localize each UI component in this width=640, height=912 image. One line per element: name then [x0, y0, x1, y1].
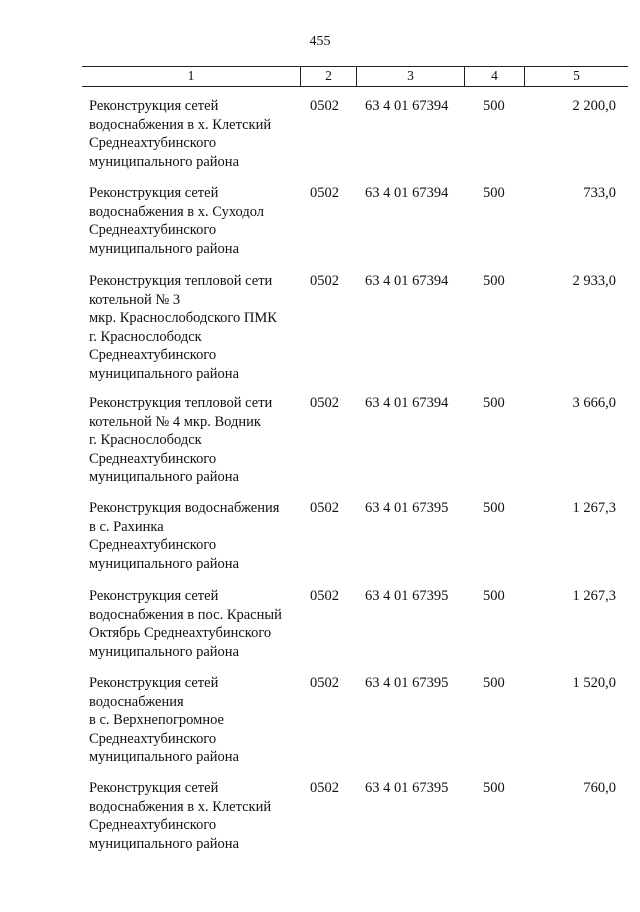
- row-code: 63 4 01 67395: [365, 588, 449, 604]
- row-amount: 2 200,0: [572, 98, 616, 114]
- row-name: Реконструкция тепловой сети котельной № 3 мкр. Краснослободского ПМК г. Краснослободск Среднеахтубинского муниципального района: [89, 273, 277, 382]
- row-code: 63 4 01 67395: [365, 675, 449, 691]
- row-kind: 500: [483, 588, 505, 604]
- row-amount: 1 267,3: [572, 588, 616, 604]
- row-name: Реконструкция сетей водоснабжения в пос. Красный Октябрь Среднеахтубинского муниципального района: [89, 588, 282, 660]
- column-header-1: 1: [187, 68, 195, 83]
- row-name: Реконструкция водоснабжения в с. Рахинка Среднеахтубинского муниципального района: [89, 500, 280, 572]
- row-section: 0502: [310, 395, 339, 411]
- row-name: Реконструкция сетей водоснабжения в х. Клетский Среднеахтубинского муниципального района: [89, 98, 272, 170]
- row-code: 63 4 01 67394: [365, 395, 449, 411]
- column-header-4: 4: [464, 67, 524, 86]
- row-kind: 500: [483, 780, 505, 796]
- row-amount: 760,0: [583, 780, 616, 796]
- row-kind: 500: [483, 395, 505, 411]
- row-amount: 3 666,0: [572, 395, 616, 411]
- row-section: 0502: [310, 588, 339, 604]
- row-name: Реконструкция сетей водоснабжения в х. Клетский Среднеахтубинского муниципального района: [89, 780, 272, 852]
- column-header-5: 5: [524, 67, 628, 86]
- row-section: 0502: [310, 98, 339, 114]
- row-section: 0502: [310, 780, 339, 796]
- row-code: 63 4 01 67394: [365, 273, 449, 289]
- row-name: Реконструкция сетей водоснабжения в с. Верхнепогромное Среднеахтубинского муниципального района: [89, 675, 239, 765]
- row-code: 63 4 01 67395: [365, 780, 449, 796]
- column-header-2: 2: [300, 67, 356, 86]
- row-section: 0502: [310, 185, 339, 201]
- row-name: Реконструкция сетей водоснабжения в х. Суходол Среднеахтубинского муниципального района: [89, 185, 265, 257]
- row-section: 0502: [310, 675, 339, 691]
- row-kind: 500: [483, 98, 505, 114]
- column-header-3: 3: [356, 67, 464, 86]
- row-section: 0502: [310, 500, 339, 516]
- table-header: [82, 66, 628, 87]
- row-code: 63 4 01 67394: [365, 185, 449, 201]
- row-kind: 500: [483, 500, 505, 516]
- row-amount: 733,0: [583, 185, 616, 201]
- row-code: 63 4 01 67395: [365, 500, 449, 516]
- row-amount: 1 520,0: [572, 675, 616, 691]
- page-number: 455: [309, 34, 331, 49]
- row-kind: 500: [483, 185, 505, 201]
- row-section: 0502: [310, 273, 339, 289]
- row-amount: 1 267,3: [572, 500, 616, 516]
- row-name: Реконструкция тепловой сети котельной № 4 мкр. Водник г. Краснослободск Среднеахтубинского муниципального района: [89, 395, 273, 485]
- row-code: 63 4 01 67394: [365, 98, 449, 114]
- row-kind: 500: [483, 675, 505, 691]
- row-kind: 500: [483, 273, 505, 289]
- row-amount: 2 933,0: [572, 273, 616, 289]
